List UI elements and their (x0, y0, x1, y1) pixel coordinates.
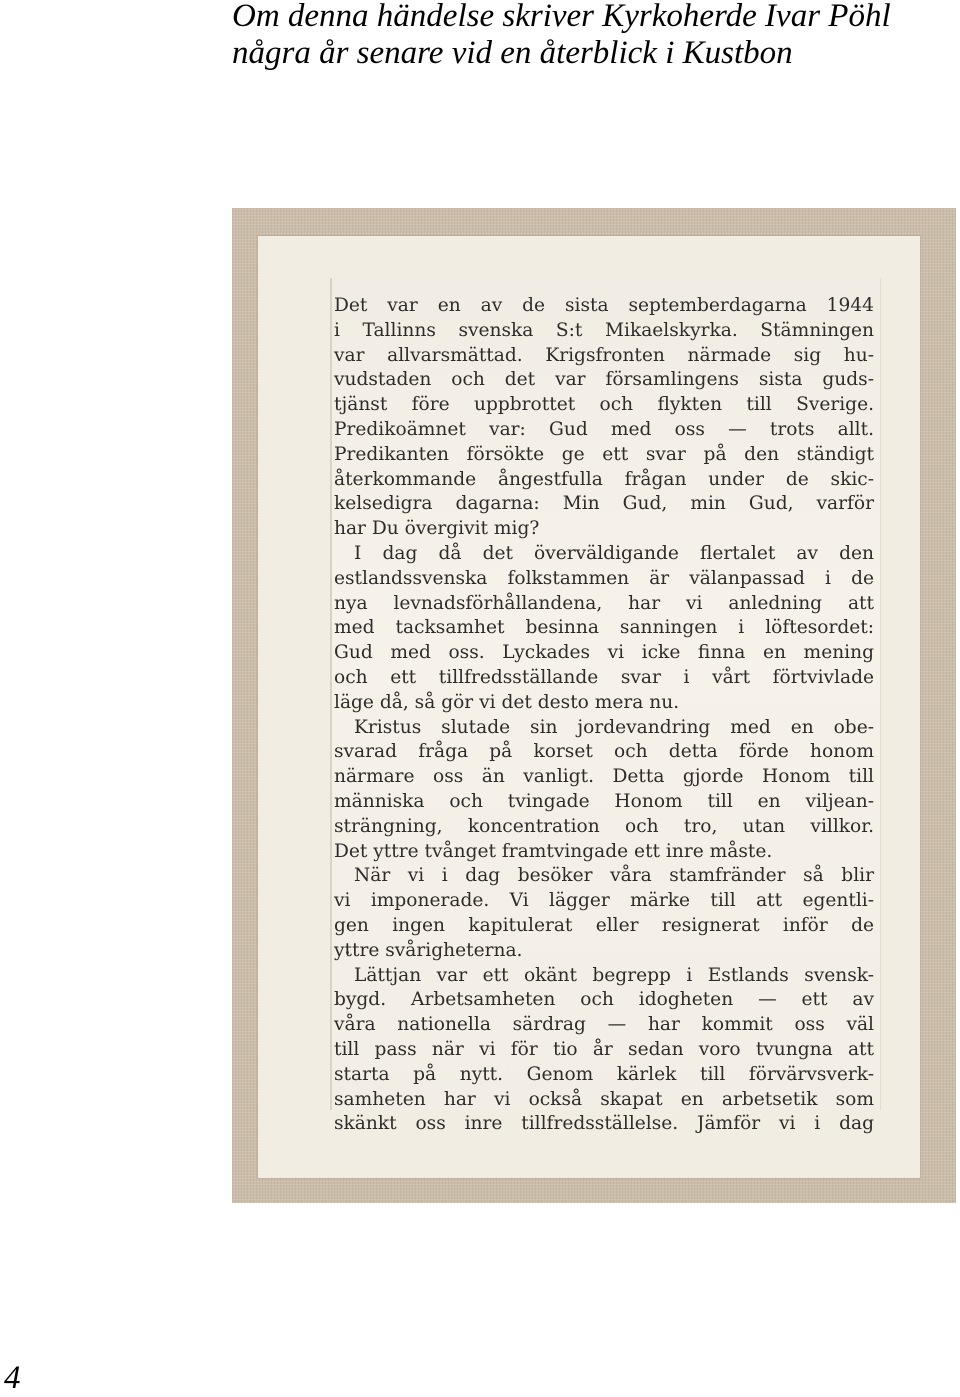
article-line: har Du övergivit mig? (334, 518, 540, 540)
article-line: nya levnadsförhållandena, har vi anledning att (334, 592, 874, 614)
article-line: yttre svårigheterna. (334, 939, 523, 961)
article-line: strängning, koncentration och tro, utan villkor. (334, 815, 874, 837)
article-line: Lättjan var ett okänt begrepp i Estlands svensk- (354, 964, 874, 986)
article-line: vi imponerade. Vi lägger märke till att egentli- (334, 890, 874, 912)
article-line: tjänst före uppbrottet och flykten till Sverige. (334, 394, 874, 416)
article-line: gen ingen kapitulerat eller resignerat inför de (334, 914, 874, 936)
article-line: samheten har vi också skapat en arbetsetik som (334, 1088, 874, 1110)
article-line: vudstaden och det var församlingens sista guds- (334, 369, 874, 391)
article-line: närmare oss än vanligt. Detta gjorde Honom till (334, 766, 874, 788)
article-line: kelsedigra dagarna: Min Gud, min Gud, varför (334, 493, 874, 515)
caption-line-1: Om denna händelse skriver Kyrkoherde Ivar Pöhl (232, 0, 891, 34)
article-line: återkommande ångestfulla frågan under de skic- (334, 468, 874, 490)
article-line: i Tallinns svenska S:t Mikaelskyrka. Stämningen (334, 319, 874, 341)
article-line: var allvarsmättad. Krigsfronten närmade sig hu- (334, 344, 874, 366)
article-line: Predikanten försökte ge ett svar på den ständigt (334, 443, 874, 465)
article-line: Gud med oss. Lyckades vi icke finna en mening (334, 642, 874, 664)
article-line: svarad fråga på korset och detta förde honom (334, 741, 874, 763)
article-line: I dag då det överväldigande flertalet av den (354, 542, 874, 564)
article-line: bygd. Arbetsamheten och idogheten — ett av (334, 989, 874, 1011)
article-line: estlandssvenska folkstammen är välanpassad i de (334, 567, 874, 589)
article-line: med tacksamhet besinna sanningen i löftesordet: (334, 617, 874, 639)
article-line: Det yttre tvånget framtvingade ett inre måste. (334, 840, 773, 862)
article-line: starta på nytt. Genom kärlek till förvärvsverk- (334, 1063, 874, 1085)
article-line: Kristus slutade sin jordevandring med en obe- (354, 716, 874, 738)
article-line: läge då, så gör vi det desto mera nu. (334, 691, 680, 713)
article-line: våra nationella särdrag — har kommit oss väl (334, 1014, 874, 1036)
page-number: 4 (4, 1360, 21, 1396)
article-line: och ett tillfredsställande svar i vårt förtvivlade (334, 666, 874, 688)
article-line: Det var en av de sista septemberdagarna 1944 (334, 295, 874, 316)
article-line: människa och tvingade Honom till en viljean- (334, 790, 874, 812)
scanned-clipping-photo (232, 208, 956, 1203)
article-line: skänkt oss inre tillfredsställelse. Jämför vi i dag (334, 1113, 874, 1135)
article-line: till pass när vi för tio år sedan voro tvungna att (334, 1038, 874, 1060)
article-line: När vi i dag besöker våra stamfränder så blir (354, 865, 874, 887)
clipping-article-text (334, 294, 874, 1137)
caption-line-2: några år senare vid en återblick i Kustbon (232, 35, 793, 71)
article-line: Predikoämnet var: Gud med oss — trots allt. (334, 418, 874, 440)
backing-paper (258, 236, 920, 1178)
caption-heading (232, 0, 952, 72)
